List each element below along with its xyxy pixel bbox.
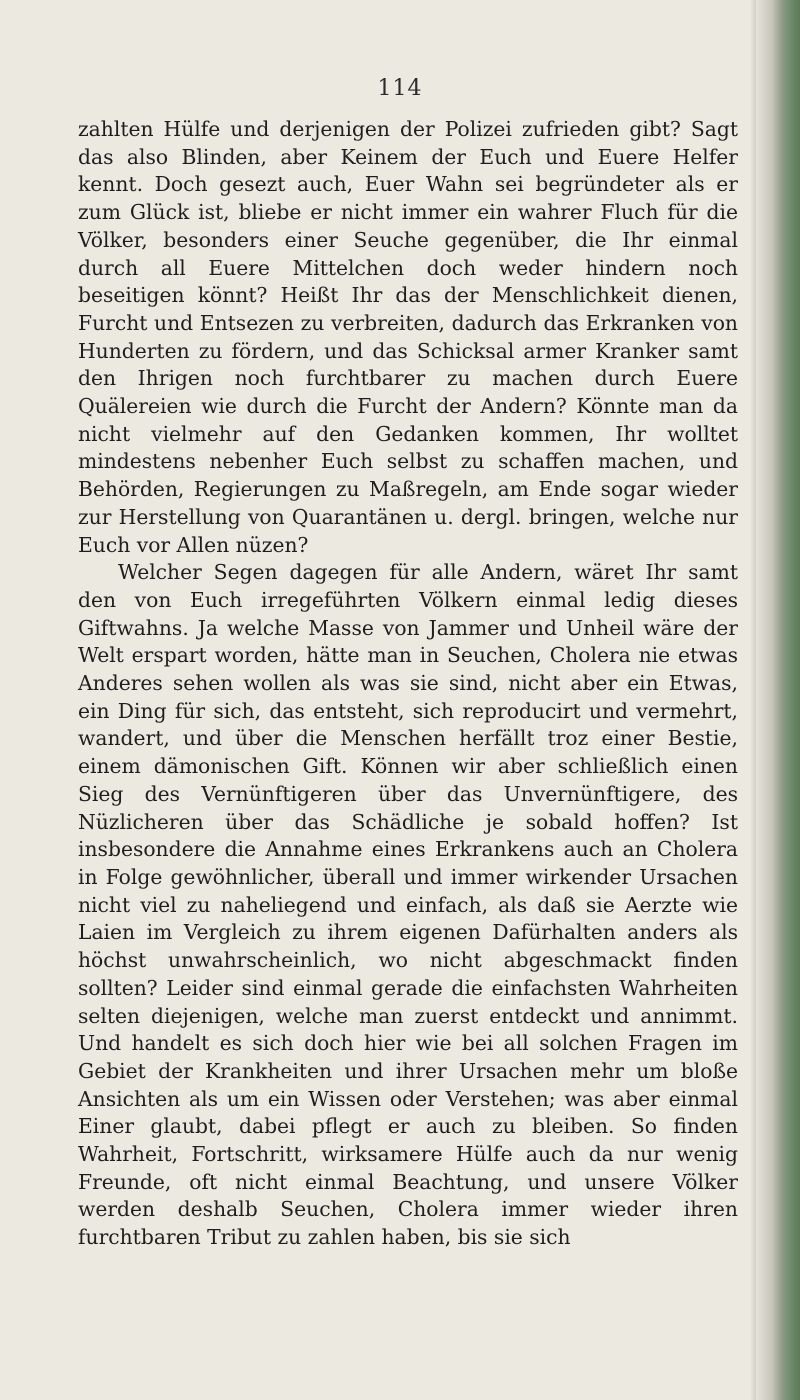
paragraph-2: Welcher Segen dagegen für alle Andern, wäret Ihr samt den von Euch irregeführten Völkern einmal ledig dieses Giftwahns. Ja welche Masse von Jammer und Unheil wäre der Welt erspart worden, hätte man in Seuchen, Cholera nie etwas Anderes sehen wollen als was sie sind, nicht aber ein Etwas, ein Ding für sich, das entsteht, sich reproducirt und vermehrt, wandert, und über die Menschen herfällt troz einer Bestie, einem dämonischen Gift. Können wir aber schließlich einen Sieg des Vernünftigeren über das Unvernünftigere, des Nüzlicheren über das Schädliche je sobald hoffen? Ist insbesondere die Annahme eines Erkrankens auch an Cholera in Folge gewöhnlicher, überall und immer wirkender Ursachen nicht viel zu naheliegend und einfach, als daß sie Aerzte wie Laien im Vergleich zu ihrem eigenen Dafürhalten anders als höchst unwahrscheinlich, wo nicht abgeschmackt finden sollten? Leider sind einmal gerade die einfachsten Wahrheiten selten diejenigen, welche man zuerst entdeckt und annimmt. Und handelt es sich doch hier wie bei all solchen Fragen im Gebiet der Krankheiten und ihrer Ursachen mehr um bloße Ansichten als um ein Wissen oder Verstehen; was aber einmal Einer glaubt, dabei pflegt er auch zu bleiben. So finden Wahrheit, Fortschritt, wirksamere Hülfe auch da nur wenig Freunde, oft nicht einmal Beachtung, und unsere Völker werden deshalb Seuchen, Cholera immer wieder ihren furchtbaren Tribut zu zahlen haben, bis sie sich: [78, 560, 738, 1250]
paragraph-1: zahlten Hülfe und derjenigen der Polizei zufrieden gibt? Sagt das also Blinden, aber Keinem der Euch und Euere Helfer kennt. Doch gesezt auch, Euer Wahn sei begründeter als er zum Glück ist, bliebe er nicht immer ein wahrer Fluch für die Völker, besonders einer Seuche gegenüber, die Ihr einmal durch all Euere Mittelchen doch weder hindern noch beseitigen könnt? Heißt Ihr das der Menschlichkeit dienen, Furcht und Entsezen zu verbreiten, dadurch das Erkranken von Hunderten zu fördern, und das Schicksal armer Kranker samt den Ihrigen noch furchtbarer zu machen durch Euere Quälereien wie durch die Furcht der Andern? Könnte man da nicht vielmehr auf den Gedanken kommen, Ihr wolltet mindestens nebenher Euch selbst zu schaffen machen, und Behörden, Regierungen zu Maßregeln, am Ende sogar wieder zur Herstellung von Quarantänen u. dergl. bringen, welche nur Euch vor Allen nüzen?: [78, 117, 738, 557]
book-binding-edge: [756, 0, 800, 1400]
page-number: 114: [377, 76, 423, 101]
body-text: [78, 116, 738, 1252]
